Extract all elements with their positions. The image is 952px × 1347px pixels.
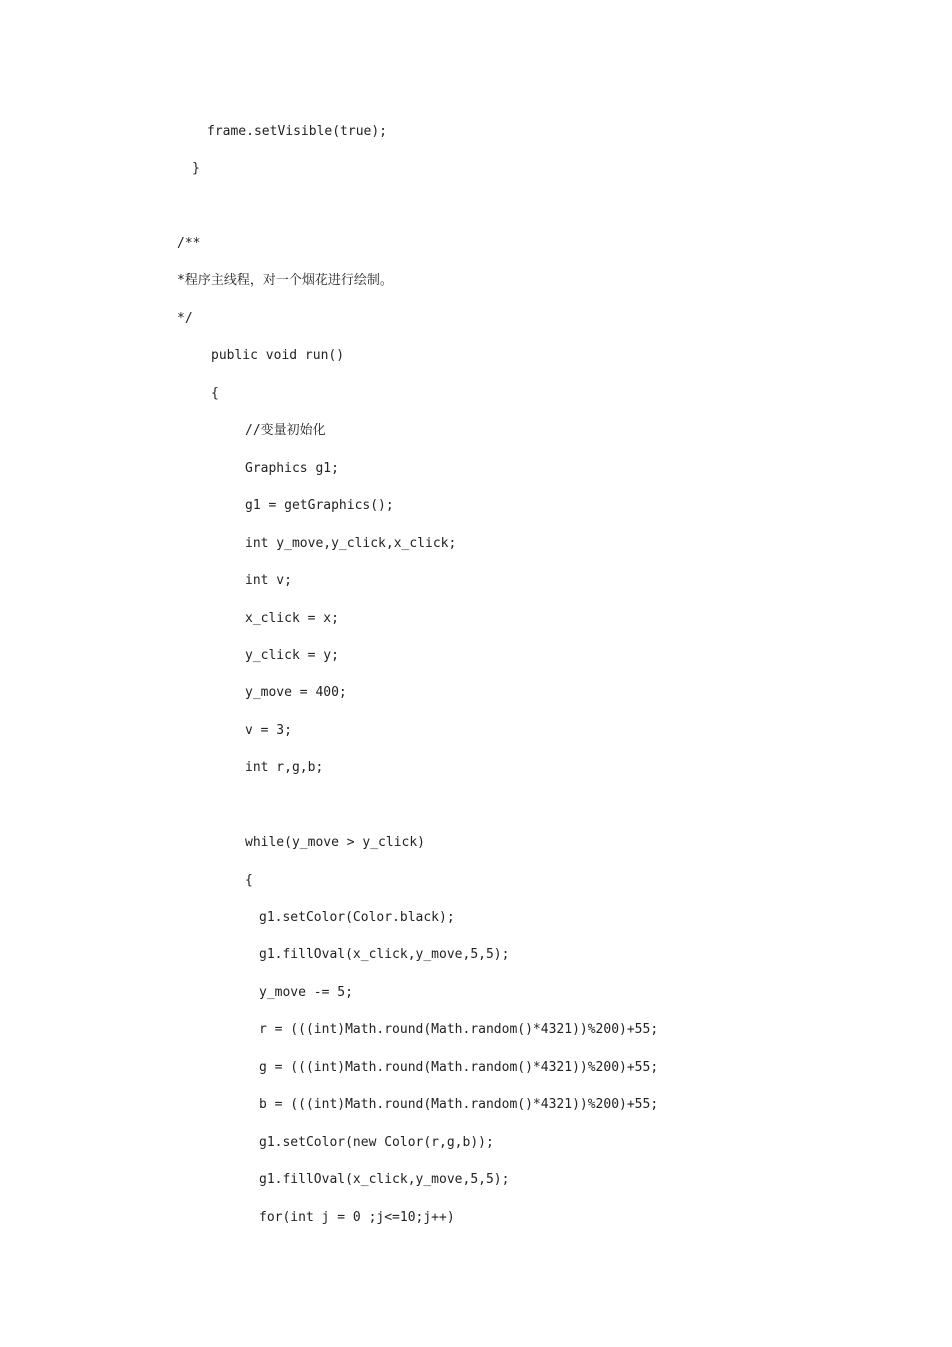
code-line: x_click = x; bbox=[245, 611, 339, 626]
code-line: { bbox=[211, 386, 219, 401]
code-line: g1.setColor(new Color(r,g,b)); bbox=[259, 1135, 494, 1150]
code-line: r = (((int)Math.round(Math.random()*4321))%200)+55; bbox=[259, 1022, 659, 1037]
code-line: int v; bbox=[245, 573, 292, 588]
code-line: frame.setVisible(true); bbox=[207, 124, 388, 139]
code-line: g1.fillOval(x_click,y_move,5,5); bbox=[259, 1172, 510, 1187]
code-line: int r,g,b; bbox=[245, 760, 324, 775]
code-line: g1.fillOval(x_click,y_move,5,5); bbox=[259, 947, 510, 962]
code-comment: *程序主线程，对一个烟花进行绘制。 bbox=[177, 273, 393, 288]
code-line: g = (((int)Math.round(Math.random()*4321))%200)+55; bbox=[259, 1060, 659, 1075]
code-line: y_move = 400; bbox=[245, 685, 347, 700]
code-line: g1 = getGraphics(); bbox=[245, 498, 394, 513]
code-line: { bbox=[245, 873, 253, 888]
code-line: public void run() bbox=[211, 348, 345, 363]
code-line: y_click = y; bbox=[245, 648, 339, 663]
code-comment: //变量初始化 bbox=[245, 423, 326, 438]
code-line: g1.setColor(Color.black); bbox=[259, 910, 455, 925]
code-line: } bbox=[192, 161, 200, 176]
code-line: v = 3; bbox=[245, 723, 292, 738]
code-comment-start: /** bbox=[177, 236, 201, 251]
code-comment-end: */ bbox=[177, 311, 193, 326]
code-line: b = (((int)Math.round(Math.random()*4321))%200)+55; bbox=[259, 1097, 659, 1112]
code-line: for(int j = 0 ;j<=10;j++) bbox=[259, 1210, 455, 1225]
code-line: Graphics g1; bbox=[245, 461, 339, 476]
code-line: while(y_move > y_click) bbox=[245, 835, 426, 850]
code-line: y_move -= 5; bbox=[259, 985, 353, 1000]
code-line: int y_move,y_click,x_click; bbox=[245, 536, 457, 551]
